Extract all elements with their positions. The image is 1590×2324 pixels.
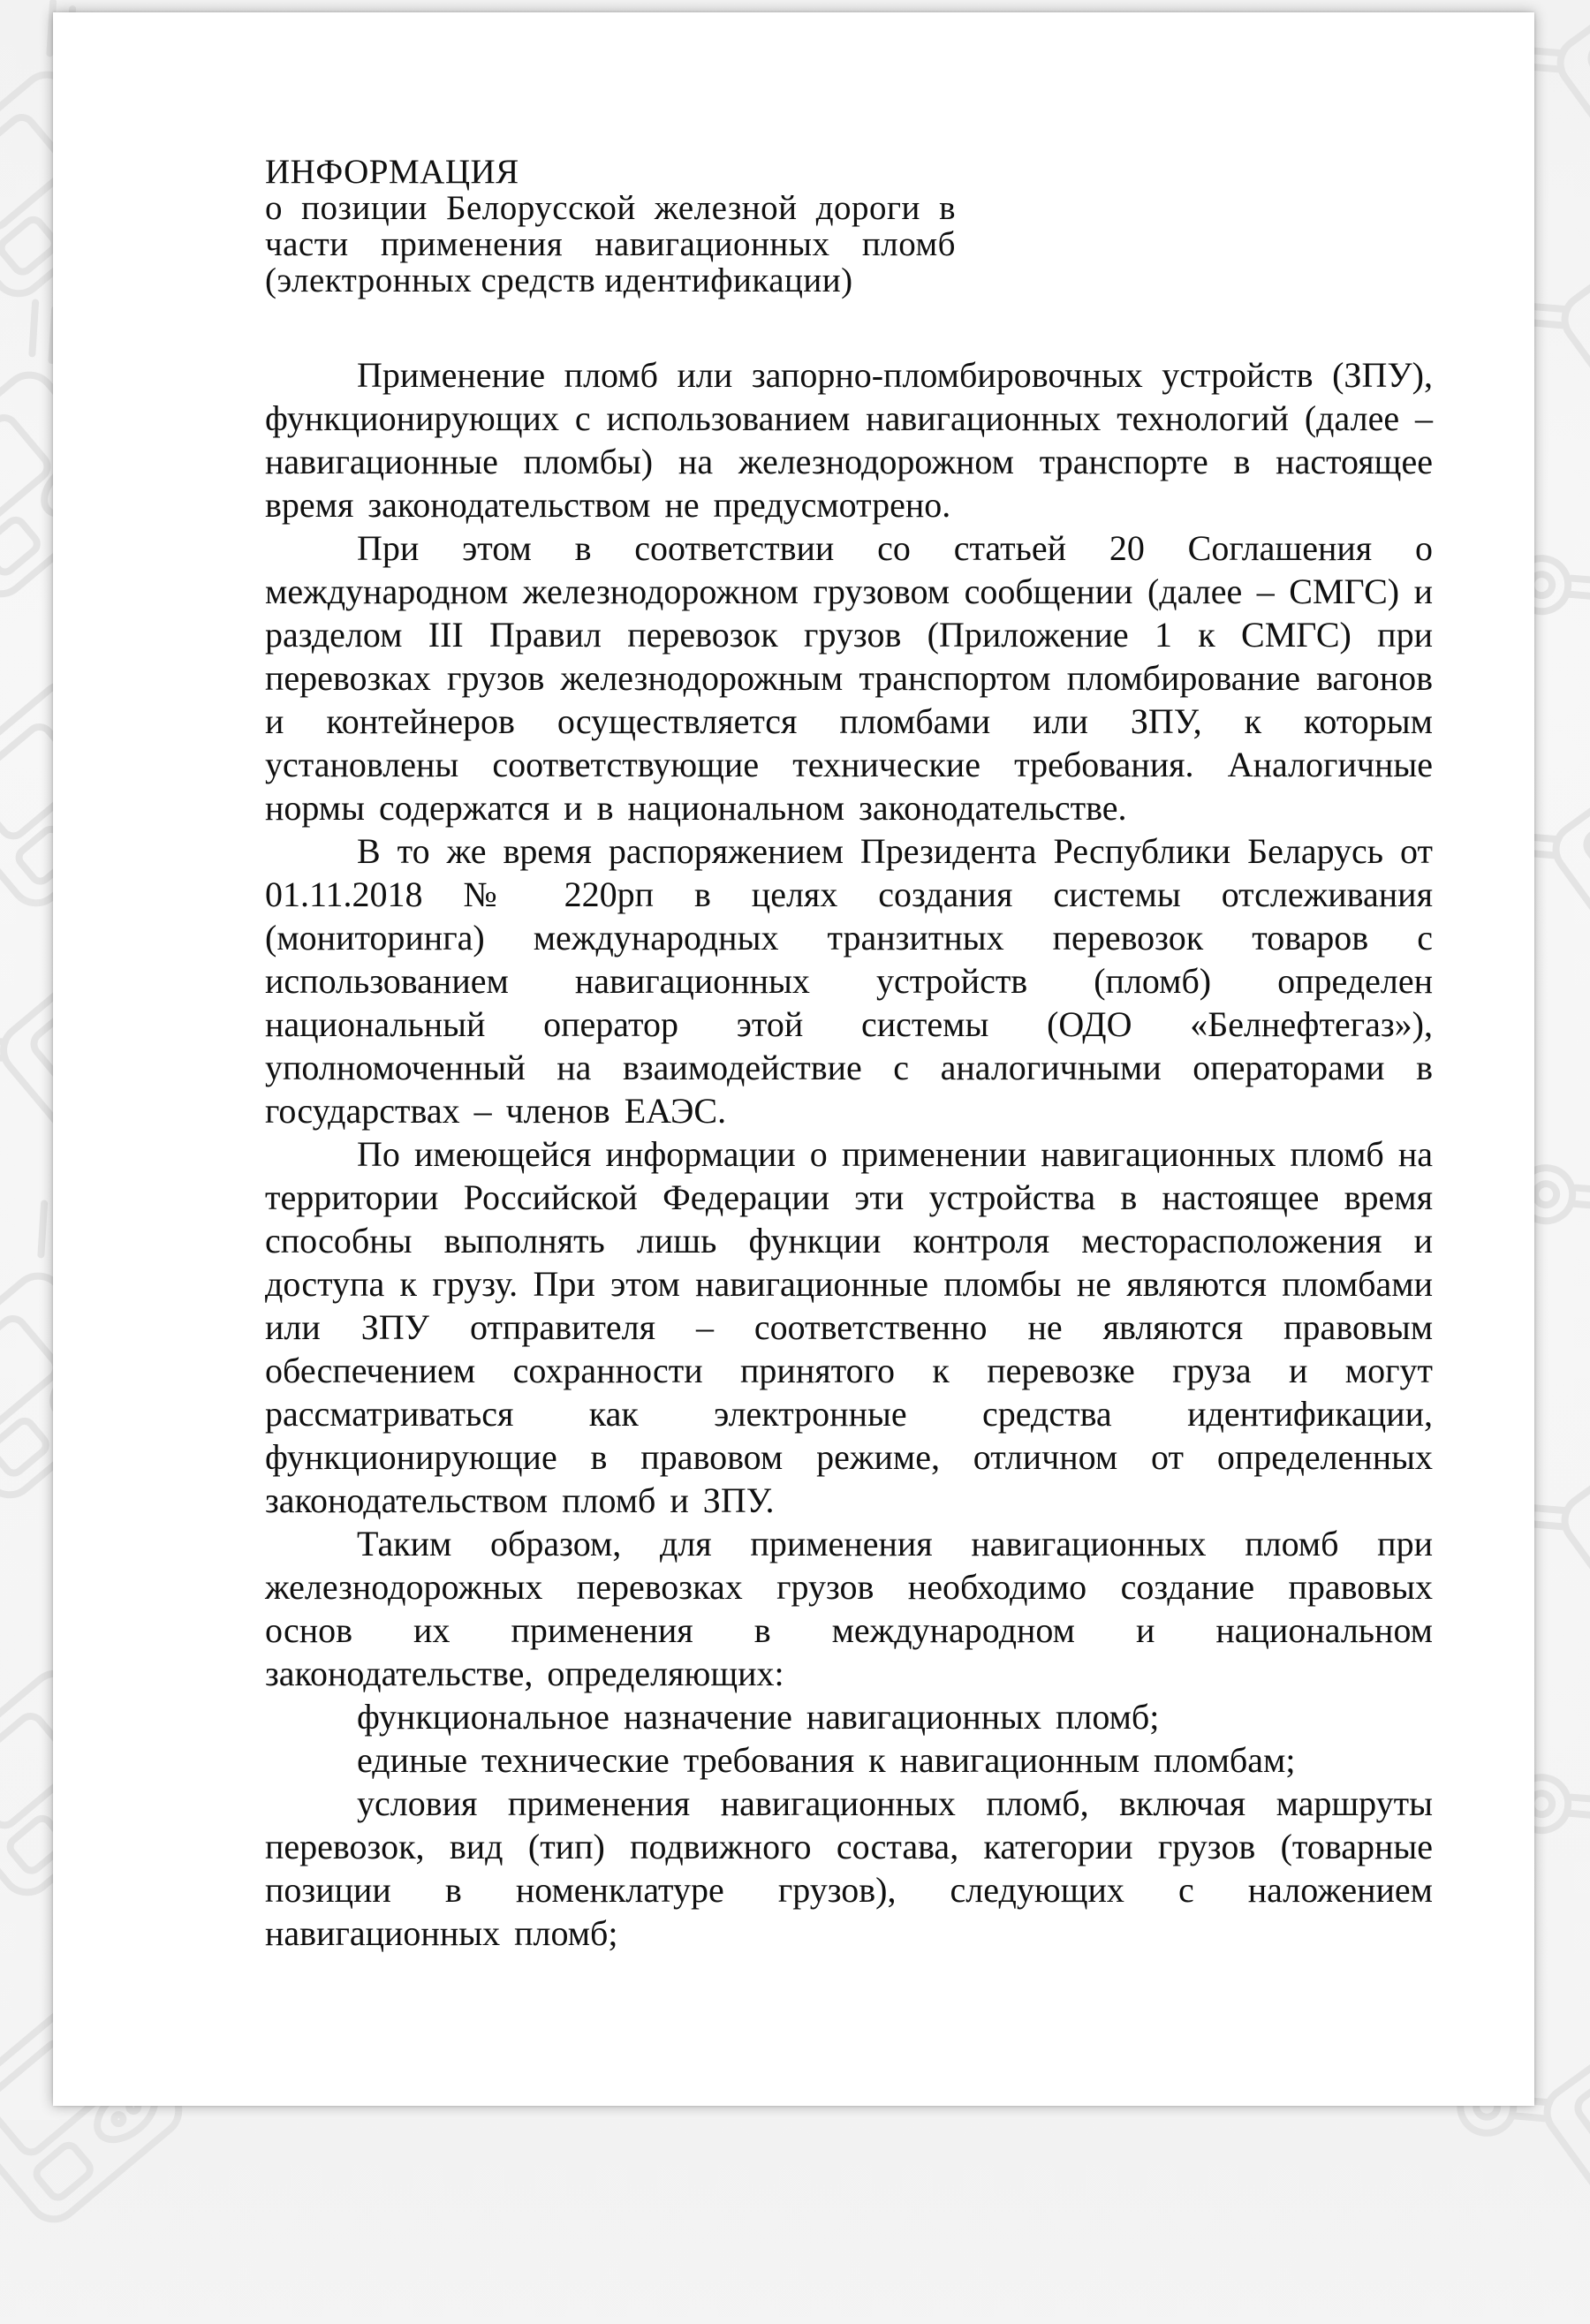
title-line-2: о позиции Белорусской железной дороги в [265,189,956,227]
list-item-3: условия применения навигационных пломб, включая маршруты перевозок, вид (тип) подвижного состава, категории грузов (товарные позиции в номенклатуре грузов), следующих с наложением навигационных пломб; [265,1783,1433,1953]
document-page [53,12,1534,2106]
paragraph-1: Применение пломб или запорно-пломбировочных устройств (ЗПУ), функционирующих с использованием навигационных технологий (далее – навигационные пломбы) на железнодорожном транспорте в настоящее время законодательством не предусмотрено. [265,355,1433,525]
paragraph-4: По имеющейся информации о применении навигационных пломб на территории Российской Федерации эти устройства в настоящее время способны выполнять лишь функции контроля месторасположения и доступа к грузу. При этом навигационные пломбы не являются пломбами или ЗПУ отправителя – соответственно не являются правовым обеспечением сохранности принятого к перевозке груза и могут рассматриваться как электронные средства идентификации, функционирующие в правовом режиме, отличном от определенных законодательством пломб и ЗПУ. [265,1134,1433,1520]
document-content [265,154,1433,1955]
document-body [265,353,1433,1955]
title-line-3: части применения навигационных пломб [265,225,956,263]
paragraph-2: При этом в соответствии со статьей 20 Соглашения о международном железнодорожном грузовом сообщении (далее – СМГС) и разделом III Правил перевозок грузов (Приложение 1 к СМГС) при перевозках грузов железнодорожным транспортом пломбирование вагонов и контейнеров осуществляется пломбами или ЗПУ, к которым установлены соответствующие технические требования. Аналогичные нормы содержатся и в национальном законодательстве. [265,528,1433,828]
paragraph-5: Таким образом, для применения навигационных пломб при железнодорожных перевозках грузов необходимо создание правовых основ их применения в международном и национальном законодательстве, определяющих: [265,1524,1433,1693]
title-line-4: (электронных средств идентификации) [265,261,853,299]
title-line-1: ИНФОРМАЦИЯ [265,153,519,191]
paragraph-3: В то же время распоряжением Президента Республики Беларусь от 01.11.2018 № 220рп в целях создания системы отслеживания (мониторинга) международных транзитных перевозок товаров с использованием навигационных устройств (пломб) определен национальный оператор этой системы (ОДО «Белнефтегаз»), уполномоченный на взаимодействие с аналогичными операторами в государствах – членов ЕАЭС. [265,831,1433,1131]
document-title [265,154,956,299]
list-item-1: функциональное назначение навигационных пломб; [357,1697,1160,1737]
list-item-2: единые технические требования к навигационным пломбам; [357,1740,1296,1780]
